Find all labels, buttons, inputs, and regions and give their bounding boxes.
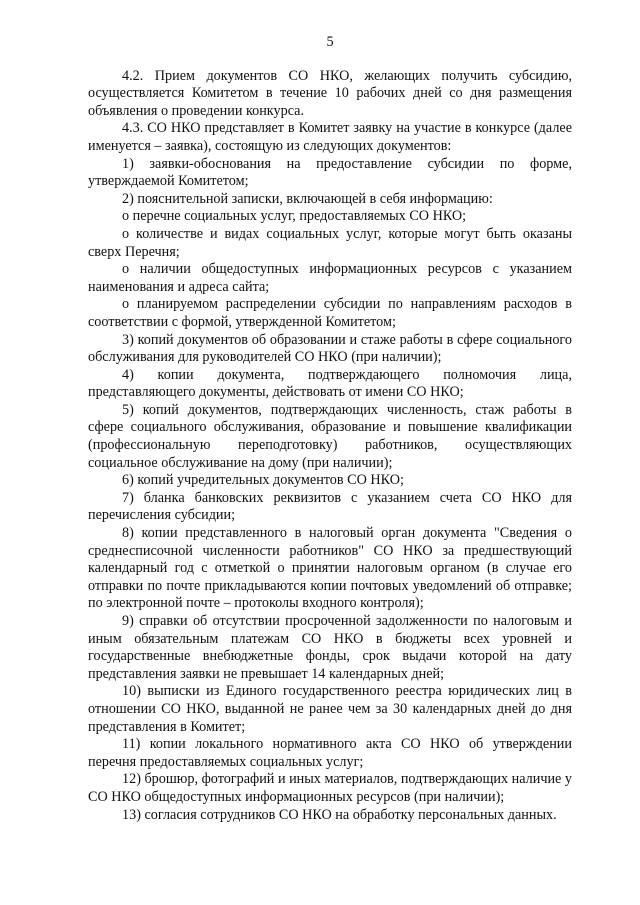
page-number: 5: [326, 34, 334, 50]
document-body: [88, 68, 572, 825]
paragraph: 13) согласия сотрудников СО НКО на обработку персональных данных.: [122, 806, 557, 823]
paragraph: 5) копий документов, подтверждающих численность, стаж работы в сфере социального обслуживания, образование и повышение квалификации (профессиональную переподготовку) работников, осуществляющих социальное обслуживание на дому (при наличии);: [88, 401, 572, 471]
paragraph: 4.2. Прием документов СО НКО, желающих получить субсидию, осуществляется Комитетом в течение 10 рабочих дней со дня размещения объявления о проведении конкурса.: [88, 67, 572, 119]
paragraph: о наличии общедоступных информационных ресурсов с указанием наименования и адреса сайта;: [88, 261, 572, 295]
paragraph: 12) брошюр, фотографий и иных материалов, подтверждающих наличие у СО НКО общедоступных информационных ресурсов (при наличии);: [88, 771, 572, 805]
paragraph: 8) копии представленного в налоговый орган документа "Сведения о среднесписочной численности работников" СО НКО за предшествующий календарный год с отметкой о принятии налоговым органом (в случае его отправки по почте прикладываются копии почтовых уведомлений об отправке; по электронной почте – протоколы входного контроля);: [88, 525, 572, 612]
paragraph: 4) копии документа, подтверждающего полномочия лица, представляющего документы, действовать от имени СО НКО;: [88, 366, 572, 401]
paragraph: 3) копий документов об образовании и стаже работы в сфере социального обслуживания для руководителей СО НКО (при наличии);: [88, 331, 572, 366]
paragraph: 2) пояснительной записки, включающей в себя информацию:: [122, 190, 493, 207]
paragraph: о количестве и видах социальных услуг, которые могут быть оказаны сверх Перечня;: [88, 225, 572, 260]
paragraph: 1) заявки-обоснования на предоставление субсидии по форме, утверждаемой Комитетом;: [88, 155, 572, 190]
paragraph: 4.3. СО НКО представляет в Комитет заявку на участие в конкурсе (далее именуется – заявка), состоящую из следующих документов:: [88, 120, 572, 154]
paragraph: 6) копий учредительных документов СО НКО;: [122, 472, 404, 489]
paragraph: 10) выписки из Единого государственного реестра юридических лиц в отношении СО НКО, выданной не ранее чем за 30 календарных дней до дня представления в Комитет;: [88, 683, 572, 735]
paragraph: 7) бланка банковских реквизитов с указанием счета СО НКО для перечисления субсидии;: [88, 489, 572, 524]
paragraph: о перечне социальных услуг, предоставляемых СО НКО;: [122, 208, 467, 225]
paragraph: о планируемом распределении субсидии по направлениям расходов в соответствии с формой, утвержденной Комитетом;: [88, 296, 572, 330]
paragraph: 11) копии локального нормативного акта СО НКО об утверждении перечня предоставляемых социальных услуг;: [88, 736, 572, 770]
paragraph: 9) справки об отсутствии просроченной задолженности по налоговым и иным обязательным платежам СО НКО в бюджеты всех уровней и государственные внебюджетные фонды, срок выдачи которой на дату представления заявки не превышает 14 календарных дней;: [88, 613, 572, 682]
